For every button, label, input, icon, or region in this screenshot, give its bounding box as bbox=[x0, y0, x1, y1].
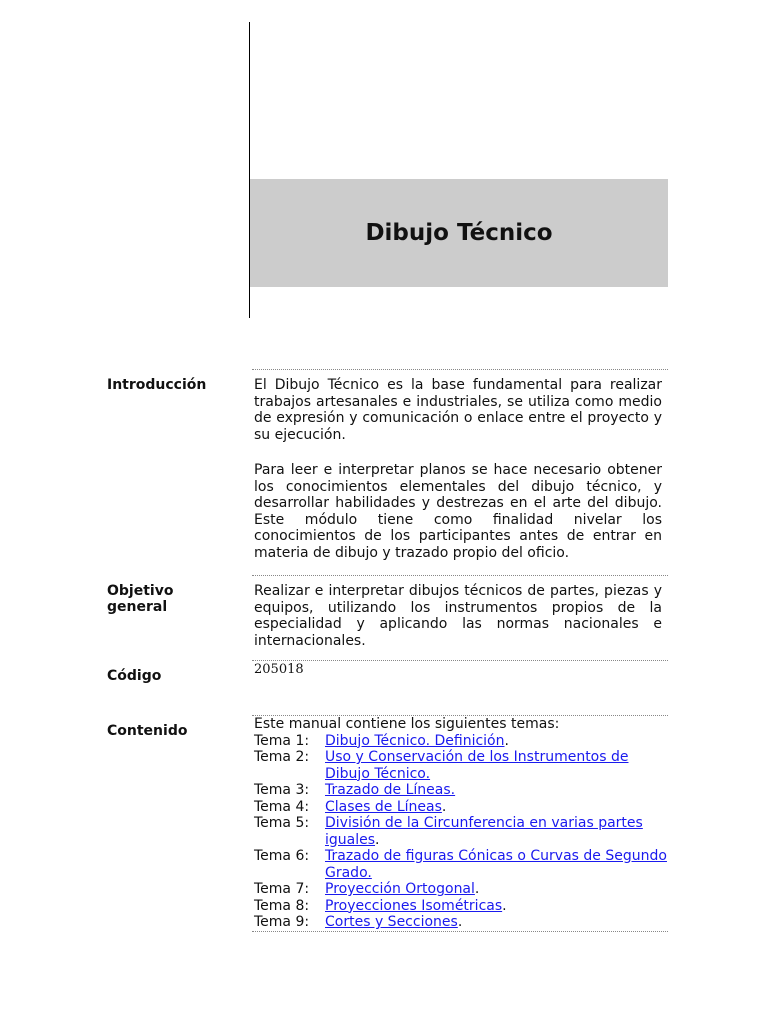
topic-item bbox=[254, 782, 668, 799]
topic-link[interactable]: División de la Circunferencia en varias partes iguales bbox=[325, 815, 643, 848]
topic-title-cell bbox=[325, 815, 667, 848]
intro-paragraph-1: El Dibujo Técnico es la base fundamental para realizar trabajos artesanales e industriales, se utiliza como medio de expresión y comunicación o enlace entre el proyecto y su ejecución. bbox=[254, 377, 662, 443]
topic-number: Tema 4: bbox=[254, 798, 310, 815]
topic-item bbox=[254, 881, 668, 898]
topic-link[interactable]: Dibujo Técnico. Definición bbox=[325, 732, 505, 749]
topic-link[interactable]: Clases de Líneas bbox=[325, 798, 442, 815]
topic-item bbox=[254, 799, 668, 816]
contenido-block bbox=[254, 716, 668, 931]
topic-title-cell bbox=[325, 848, 667, 881]
topic-title-cell bbox=[325, 749, 667, 782]
codigo-value: 205018 bbox=[254, 662, 304, 677]
topic-link[interactable]: Proyección Ortogonal bbox=[325, 881, 475, 897]
label-codigo: Código bbox=[107, 668, 162, 684]
divider bbox=[252, 369, 668, 370]
topic-suffix: . bbox=[441, 798, 447, 815]
topic-number: Tema 3: bbox=[254, 782, 310, 798]
topic-number: Tema 6: bbox=[254, 848, 310, 864]
document-title: Dibujo Técnico bbox=[365, 220, 553, 246]
topic-link[interactable]: Uso y Conservación de los Instrumentos de Dibujo Técnico. bbox=[325, 749, 629, 782]
topic-list bbox=[254, 733, 668, 931]
topic-title-cell bbox=[325, 914, 667, 931]
topic-item bbox=[254, 898, 668, 915]
topic-title-cell bbox=[325, 898, 667, 915]
topic-item bbox=[254, 848, 668, 881]
topic-link[interactable]: Proyecciones Isométricas bbox=[325, 897, 503, 914]
topic-title-cell bbox=[325, 881, 667, 898]
topic-number: Tema 7: bbox=[254, 881, 310, 897]
topic-item bbox=[254, 815, 668, 848]
topic-number: Tema 1: bbox=[254, 732, 310, 749]
topic-title-cell bbox=[325, 799, 667, 816]
topic-item bbox=[254, 914, 668, 931]
contenido-intro: Este manual contiene los siguientes temas: bbox=[254, 716, 560, 732]
objetivo-text: Realizar e interpretar dibujos técnicos de partes, piezas y equipos, utilizando los instrumentos propios de la especialidad y aplicando las normas nacionales e internacionales. bbox=[254, 583, 662, 649]
label-introduccion: Introducción bbox=[107, 377, 207, 393]
topic-number: Tema 5: bbox=[254, 815, 310, 831]
label-objetivo-line-1: Objetivo bbox=[107, 583, 174, 599]
topic-number: Tema 8: bbox=[254, 897, 310, 914]
topic-item bbox=[254, 749, 668, 782]
topic-link[interactable]: Trazado de figuras Cónicas o Curvas de Segundo Grado. bbox=[325, 848, 667, 881]
topic-suffix: . bbox=[504, 732, 509, 749]
topic-number: Tema 9: bbox=[254, 914, 310, 930]
topic-title-cell bbox=[325, 733, 667, 750]
topic-number: Tema 2: bbox=[254, 749, 310, 765]
topic-item bbox=[254, 733, 668, 750]
topic-link[interactable]: Trazado de Líneas. bbox=[325, 782, 456, 798]
label-contenido: Contenido bbox=[107, 723, 188, 739]
title-band bbox=[250, 179, 668, 287]
divider bbox=[252, 931, 668, 932]
intro-paragraph-2: Para leer e interpretar planos se hace necesario obtener los conocimientos elementales del dibujo técnico, y desarrollar habilidades y destrezas en el arte del dibujo. Este módulo tiene como finalidad nivelar los conocimientos de los participantes antes de entrar en materia de dibujo y trazado propio del oficio. bbox=[254, 462, 662, 561]
topic-suffix: . bbox=[375, 831, 380, 848]
topic-title-cell bbox=[325, 782, 667, 799]
divider bbox=[252, 575, 668, 576]
topic-link[interactable]: Cortes y Secciones bbox=[325, 914, 458, 930]
topic-suffix: . bbox=[457, 914, 463, 930]
label-objetivo-general bbox=[107, 583, 173, 615]
label-objetivo-line-2: general bbox=[107, 599, 168, 615]
topic-suffix: . bbox=[474, 881, 480, 897]
topic-suffix: . bbox=[502, 897, 507, 914]
divider bbox=[252, 660, 668, 661]
